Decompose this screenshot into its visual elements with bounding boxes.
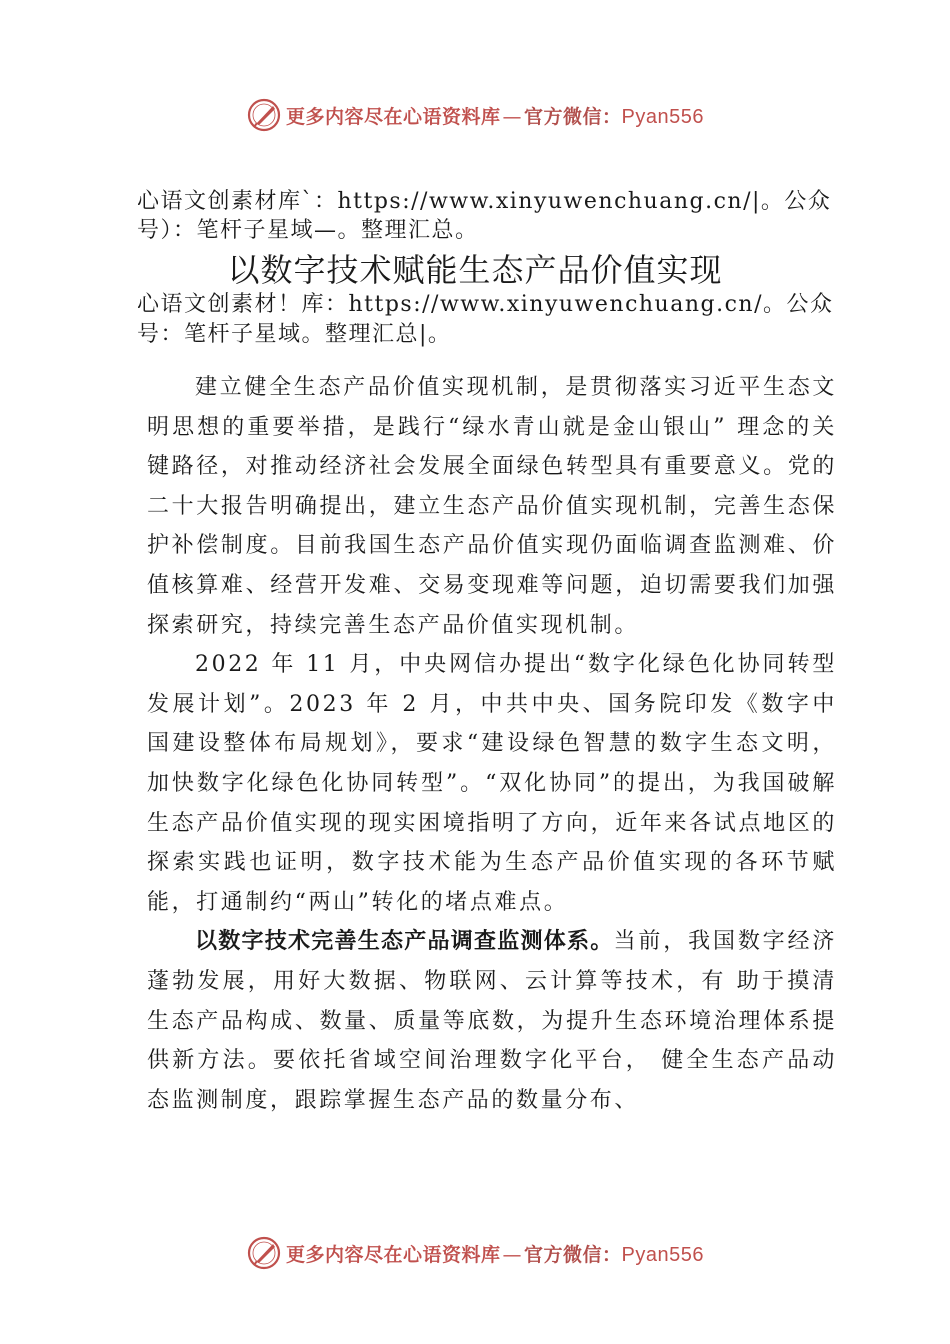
banner-text: 更多内容尽在心语资料库 — 官方微信：Pyan556 [286, 105, 704, 128]
paragraph-1: 建立健全生态产品价值实现机制，是贯彻落实习近平生态文明思想的重要举措，是践行“绿水青山就是金山银山” 理念的关键路径，对推动经济社会发展全面绿色转型具有重要意义。党的二十大报告明确提出，建立生态产品价值实现机制，完善生态保护补偿制度。目前我国生态产品价值实现仍面临调查监测难、价值核算难、经营开发难、交易变现难等问题，迫切需要我们加强探索研究，持续完善生态产品价值实现机制。 [147, 375, 837, 638]
watermark-line-1: 心语文创素材库`：https://www.xinyuwenchuang.cn/|。公众 [137, 189, 832, 214]
quill-logo-icon [246, 97, 282, 133]
footer-banner [0, 1233, 950, 1273]
watermark-line-2: 号）：笔杆子星域—。整理汇总。 [137, 218, 479, 243]
watermark-line-4: 号：笔杆子星域。整理汇总|。 [137, 322, 452, 347]
watermark-line-3: 心语文创素材！库：https://www.xinyuwenchuang.cn/。公众 [137, 292, 834, 317]
wechat-id: Pyan556 [621, 105, 704, 128]
article-body [147, 368, 837, 1120]
wechat-id: Pyan556 [621, 1243, 704, 1266]
banner-text: 更多内容尽在心语资料库 — 官方微信：Pyan556 [286, 1243, 704, 1266]
header-banner [0, 95, 950, 135]
quill-logo-icon [246, 1235, 282, 1271]
paragraph-2: 2022 年 11 月，中央网信办提出“数字化绿色化协同转型发展计划”。2023 年 2 月，中共中央、国务院印发《数字中国建设整体布局规划》，要求“建设绿色智慧的数字生态文明，加快数字化绿色化协同转型”。“双化协同”的提出，为我国破解生态产品价值实现的现实困境指明了方向，近年来各试点地区的探索实践也证明，数字技术能为生态产品价值实现的各环节赋能，打通制约“两山”转化的堵点难点。 [147, 652, 837, 915]
paragraph-3-text: 当前，我国数字经济蓬勃发展，用好大数据、物联网、云计算等技术，有 助于摸清生态产品构成、数量、质量等底数，为提升生态环境治理体系提供新方法。要依托省域空间治理数字化平台， 健全生态产品动态监测制度，跟踪掌握生态产品的数量分布、 [147, 929, 837, 1113]
paragraph-3 [147, 922, 837, 1120]
paragraph-3-heading: 以数字技术完善生态产品调查监测体系。 [195, 929, 614, 955]
page-title: 以数字技术赋能生态产品价值实现 [227, 251, 723, 289]
